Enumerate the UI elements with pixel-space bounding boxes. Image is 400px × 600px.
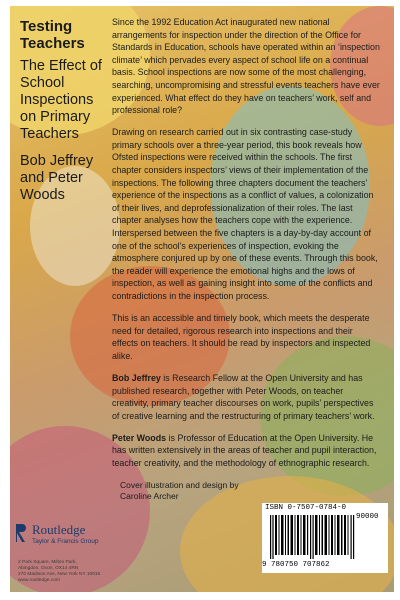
blurb-paragraph: This is an accessible and timely book, which meets the desperate need for detailed, rigorous research into inspections and their effects on teachers. It should be read by inspectors and inspected alike. — [112, 313, 371, 361]
address-line: www.routledge.com — [18, 578, 60, 583]
publisher-name: Routledge — [32, 522, 86, 537]
author-bio-jeffrey — [112, 372, 380, 422]
bio-name: Bob Jeffrey — [112, 372, 161, 383]
blurb-panel — [112, 16, 380, 479]
title-block — [20, 18, 110, 204]
address-line: 2 Park Square, Milton Park, — [18, 560, 77, 565]
price-code: 90000 — [356, 513, 379, 521]
bio-text: is Professor of Education at the Open University. He has written extensively in the areas of teacher and pupil interaction, teacher creativity, and the methodology of ethnographic research. — [112, 432, 377, 468]
barcode-block — [262, 503, 388, 573]
bio-text: is Research Fellow at the Open University and has published research, together with Peter Woods, on teacher creativity, primary teacher discourses on work, pupils’ perspectives of creative learning and the restructuring of primary teachers’ work. — [112, 372, 375, 421]
cover-credit: Cover illustration and design by Caroline Archer — [120, 480, 239, 501]
book-authors: Bob Jeffrey and Peter Woods — [20, 153, 94, 203]
routledge-r-icon — [14, 522, 28, 544]
book-subtitle: The Effect of School Inspections on Primary Teachers — [20, 58, 102, 142]
bio-name: Peter Woods — [112, 432, 167, 443]
address-line: 270 Madison Ave, New York NY 10016 — [18, 572, 101, 577]
publisher-address — [18, 560, 128, 584]
author-bio-woods — [112, 432, 380, 470]
blurb-paragraph: Since the 1992 Education Act inaugurated new national arrangements for inspection under the direction of the Office for Standards in Education, schools have operated within an ‘inspection climate’ which pervades every aspect of school life on a continual basis. School inspections are now some of the most challenging, searching, uncompromising and stressful events teachers have ever experienced. What effect do they have on teachers’ work, self and professional role? — [112, 17, 380, 116]
isbn-number: ISBN 0-7507-0784-0 — [265, 504, 347, 512]
publisher-sub: Taylor & Francis Group — [32, 538, 99, 545]
address-line: Abingdon, Oxon, OX14 4RN — [18, 566, 79, 571]
ean-number: 9 780750 707862 — [262, 561, 330, 569]
ean-barcode — [270, 515, 356, 559]
blurb-paragraph: Drawing on research carried out in six contrasting case-study primary schools over a three-year period, this book reveals how Ofsted inspections were received within the schools. The first chapter considers inspectors’ views of their implementation of the inspections. The following three chapters document the teachers’ experience of the inspections as a conflict of values, a colonization of their lives, and deprofessionalization of their roles. The last chapter analyses how the teachers cope with the experience. Interspersed between the five chapters is a day-by-day account of one of the school’s experiences of inspection, evoking the atmosphere conjured up by one of these events. Through this book, the reader will experience the emotional highs and the lows of inspection, as well as gaining insight into some of the conflicts and contradictions in the inspection process. — [112, 127, 378, 301]
book-title: Testing Teachers — [20, 18, 85, 52]
